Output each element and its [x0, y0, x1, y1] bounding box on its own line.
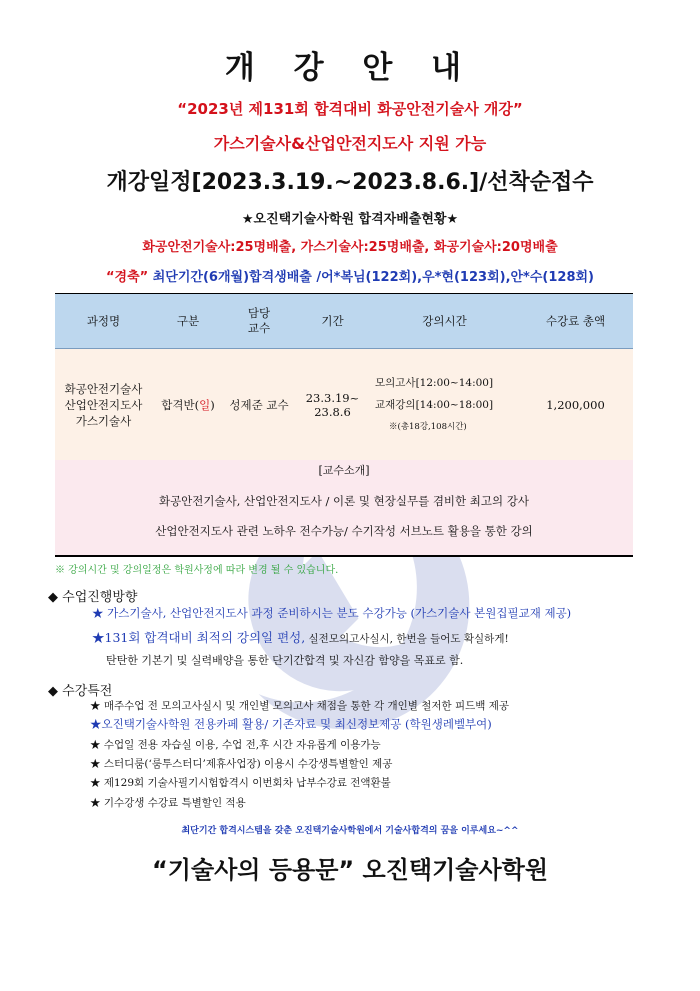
lecture-textbook: 교재강의[14:00~18:00]: [375, 399, 494, 411]
direction-item: 탄탄한 기본기 및 실력배양을 통한 단기간합격 및 자신감 함양을 목표로 함.: [106, 654, 464, 667]
lecture-total: ※(총18강,108시간): [389, 422, 467, 432]
period-end: 23.8.6: [314, 405, 351, 419]
header-period: 기간: [294, 294, 371, 349]
type-main: 합격반(: [161, 398, 200, 412]
header-professor: 담당 교수: [224, 294, 294, 349]
footer-academy-name: “기술사의 등용문” 오진택기술사학원: [151, 856, 549, 884]
records-title: ★오진택기술사학원 합격자배출현황★: [241, 212, 459, 227]
section-title-class-direction: ◆ 수업진행방향: [48, 590, 138, 605]
table-header-row: [55, 294, 633, 349]
benefit-item: ★ 스터디룸(‘룸투스터디’제휴사업장) 이용시 수강생특별할인 제공: [90, 758, 393, 770]
congrats-word: “경축”: [106, 270, 149, 285]
cell-lecture-time: [371, 349, 518, 462]
records-line: 화공안전기술사:25명배출, 가스기술사:25명배출, 화공기술사:20명배출: [142, 240, 558, 255]
header-course: 과정명: [55, 294, 152, 349]
header-type: 구분: [152, 294, 224, 349]
type-red: 일: [199, 398, 211, 412]
header-fee: 수강료 총액: [518, 294, 633, 349]
cell-professor: 성제준 교수: [224, 349, 294, 462]
period-start: 23.3.19~: [305, 391, 360, 405]
professor-intro-line: 산업안전지도사 관련 노하우 전수가능/ 수기작성 서브노트 활용을 통한 강의: [155, 524, 533, 538]
course-table: [55, 294, 633, 461]
page-title: 개 강 안 내: [224, 50, 476, 86]
benefit-item: ★ 제129회 기술사필기시험합격시 이번회차 납부수강료 전액환불: [90, 777, 391, 789]
support-line: 가스기술사&산업안전지도사 지원 가능: [213, 134, 487, 153]
course-name: 산업안전지도사: [64, 398, 143, 412]
header-lecture-time: 강의시간: [371, 294, 518, 349]
type-close: ): [210, 398, 215, 412]
benefit-item: ★ 기수강생 수강료 특별할인 적용: [90, 797, 246, 809]
cell-fee: 1,200,000: [518, 349, 633, 462]
benefit-item: ★ 매주수업 전 모의고사실시 및 개인별 모의고사 채점을 통한 각 개인별 철저한 피드백 제공: [90, 700, 510, 712]
lecture-mock-exam: 모의고사[12:00~14:00]: [375, 377, 494, 389]
professor-intro-line: 화공안전기술사, 산업안전지도사 / 이론 및 현장실무를 겸비한 최고의 강사: [158, 494, 530, 508]
schedule-notice: ※ 강의시간 및 강의일정은 학원사정에 따라 변경 될 수 있습니다.: [55, 565, 339, 576]
direction-item-highlight: ★131회 합격대비 최적의 강의일 편성,: [92, 630, 306, 645]
direction-item-rest: 실전모의고사실시, 한번을 들어도 확실하게!: [305, 633, 509, 645]
benefit-item: ★오진택기술사학원 전용카페 활용/ 기존자료 및 최신정보제공 (학원생레벨부여): [90, 717, 492, 731]
cell-course: [55, 349, 152, 462]
footer-slogan: 최단기간 합격시스템을 갖춘 오진택기술사학원에서 기술사합격의 꿈을 이루세요~^^: [181, 826, 519, 836]
section-title-benefits: ◆ 수강특전: [48, 684, 113, 699]
table-row: [55, 349, 633, 462]
cell-type: [152, 349, 224, 462]
congrats-line: [0, 266, 700, 285]
benefit-item: ★ 수업일 전용 자습실 이용, 수업 전,후 시간 자유롭게 이용가능: [90, 739, 381, 751]
cell-period: [294, 349, 371, 462]
course-subtitle: “2023년 제131회 합격대비 화공안전기술사 개강”: [177, 100, 523, 118]
course-name: 화공안전기술사: [64, 382, 143, 396]
schedule-line: 개강일정[2023.3.19.~2023.8.6.]/선착순접수: [106, 170, 594, 195]
direction-item: ★ 가스기술사, 산업안전지도사 과정 준비하시는 분도 수강가능 (가스기술사 본원집필교재 제공): [92, 606, 572, 620]
professor-intro: [55, 460, 633, 557]
professor-intro-heading: [교수소개]: [318, 464, 370, 477]
course-name: 가스기술사: [75, 414, 132, 428]
direction-item: [92, 628, 509, 646]
congrats-rest: 최단기간(6개월)합격생배출 /어*복님(122회),우*현(123회),안*수(128회): [148, 270, 594, 285]
